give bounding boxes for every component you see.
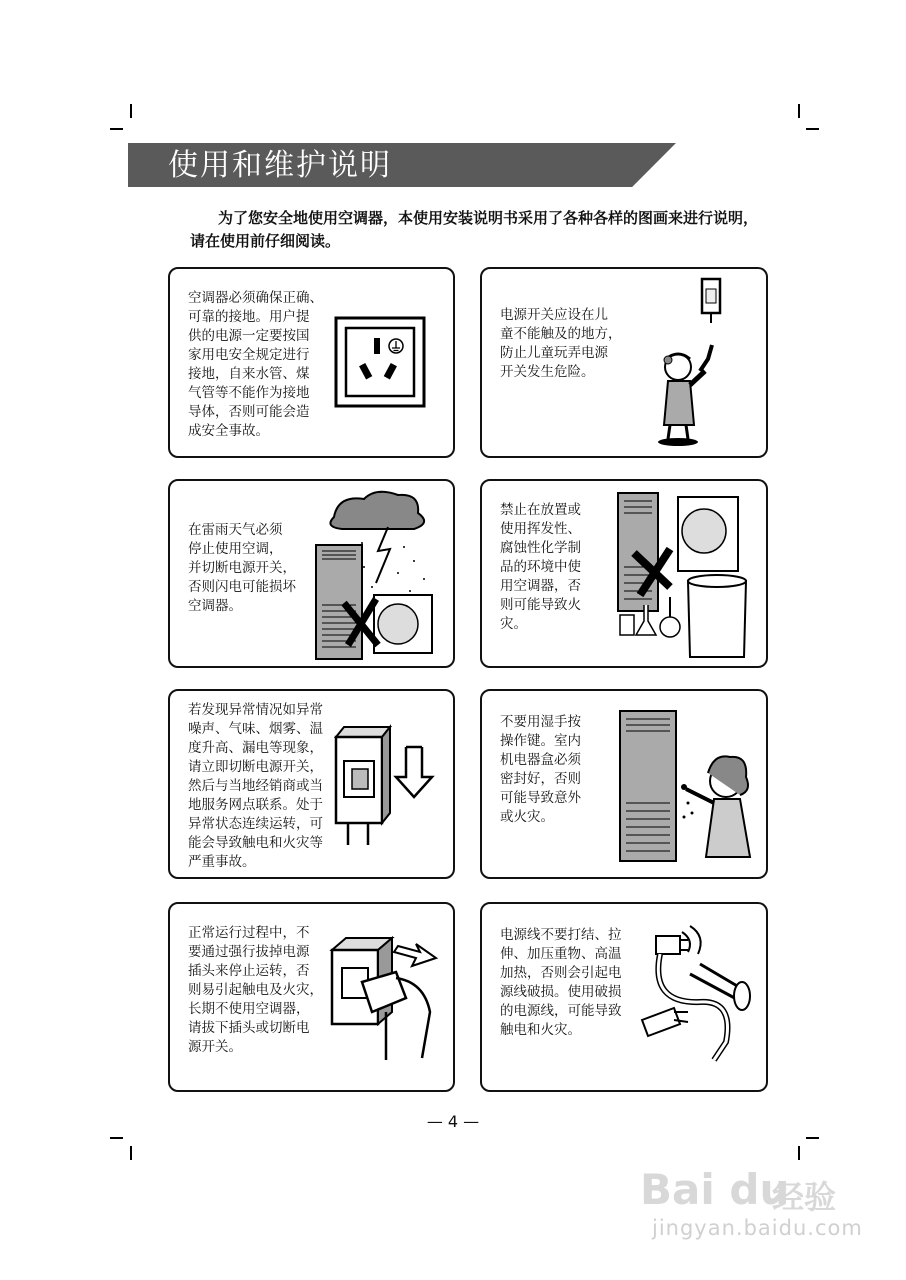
panel-text: 空调器必须确保正确、 可靠的接地。用户提 供的电源一定要按国 家用电安全规定进行 接地，自来水管、煤 气管等不能作为接地 导体，否则可能会造 成安全事故。 — [188, 290, 323, 439]
panel-unplug — [168, 902, 455, 1092]
child-switch-illustration — [650, 275, 760, 451]
crop-mark — [110, 128, 123, 130]
power-cord-illustration — [630, 924, 762, 1064]
crop-mark — [806, 1137, 819, 1139]
unplug-illustration — [326, 928, 450, 1068]
intro-line-2: 请在使用前仔细阅读。 — [190, 232, 341, 250]
wet-hands-illustration — [614, 707, 764, 867]
panel-power-cord — [480, 902, 768, 1092]
page-number: — 4 — — [426, 1112, 480, 1131]
switchbox-illustration — [330, 721, 452, 851]
page-title: 使用和维护说明 — [168, 148, 392, 183]
crop-mark — [798, 1146, 800, 1160]
watermark-logo: Bai du — [640, 1165, 790, 1214]
crop-mark — [798, 104, 800, 118]
panel-abnormal — [168, 689, 455, 879]
watermark-url: jingyan.baidu.com — [652, 1216, 863, 1240]
panel-thunderstorm — [168, 479, 455, 668]
crop-mark — [110, 1137, 123, 1139]
panel-wet-hands — [480, 689, 768, 879]
panel-text: 正常运行过程中，不 要通过强行拔掉电源 插头来停止运转，否 则易引起触电及火灾， 长期不使用空调器， 请拔下插头或切断电 源开关。 — [188, 925, 323, 1055]
panel-text: 禁止在放置或 使用挥发性、 腐蚀性化学制 品的环境中使 用空调器，否 则可能导致火 灾。 — [500, 502, 581, 632]
watermark-label: 经验 — [772, 1178, 837, 1216]
panel-text: 若发现异常情况如异常 噪声、气味、烟雾、温 度升高、漏电等现象， 请立即切断电源开关， 然后与当地经销商或当 地服务网点联系。处于 异常状态连续运转，可 能会导致触电和火灾等 严重事故。 — [188, 702, 323, 870]
socket-illustration — [334, 316, 426, 408]
crop-mark — [130, 104, 132, 118]
panel-text: 电源开关应设在儿 童不能触及的地方， 防止儿童玩弄电源 开关发生危险。 — [500, 307, 622, 380]
intro-line-1: 为了您安全地使用空调器，本使用安装说明书采用了各种各样的图画来进行说明， — [218, 209, 759, 227]
panel-text: 在雷雨天气必须 停止使用空调， 并切断电源开关， 否则闪电可能损坏 空调器。 — [188, 522, 296, 614]
panel-grounding — [168, 267, 455, 458]
intro-text — [190, 207, 770, 253]
panel-text: 不要用湿手按 操作键。室内 机电器盒必须 密封好，否则 可能导致意外 或火灾。 — [500, 714, 581, 825]
crop-mark — [130, 1146, 132, 1160]
crop-mark — [806, 128, 819, 130]
panel-chemicals — [480, 479, 768, 668]
panel-text: 电源线不要打结、拉 伸、加压重物、高温 加热，否则会引起电 源线破损。使用破损 的电源线，可能导致 触电和火灾。 — [500, 927, 622, 1038]
chemicals-illustration — [614, 487, 764, 663]
panel-switch-location — [480, 267, 768, 458]
storm-illustration — [314, 487, 444, 661]
